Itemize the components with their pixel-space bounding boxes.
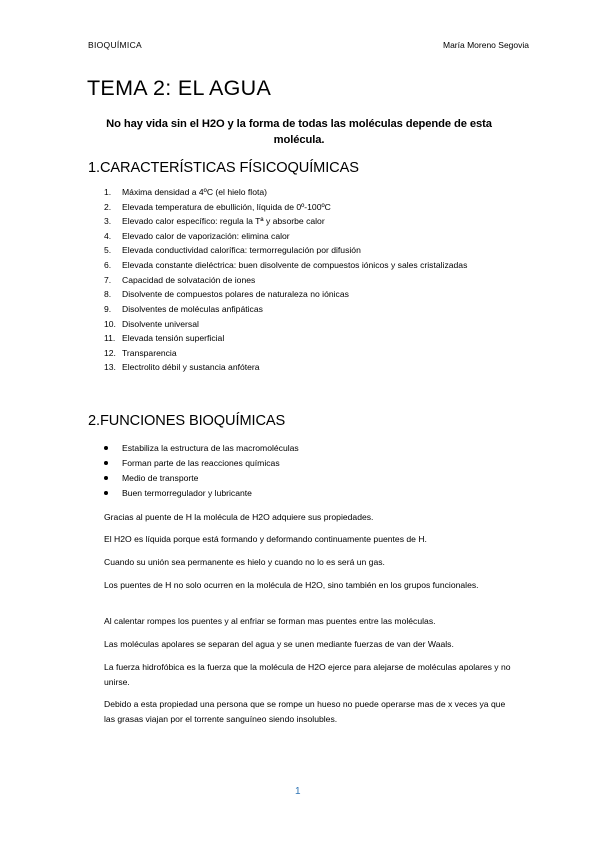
list-item [104, 258, 484, 273]
bullet-icon [104, 461, 108, 465]
list-item-text: Disolvente de compuestos polares de naturaleza no iónicas [122, 289, 349, 300]
list-item-text: Electrolito débil y sustancia anfótera [122, 362, 260, 373]
list-item-number: 11. [104, 333, 116, 344]
list-item [104, 302, 484, 317]
list-item [104, 200, 484, 215]
bullet-item [104, 471, 299, 486]
bullet-item [104, 456, 299, 471]
bullet-icon [104, 446, 108, 450]
list-item-text: Máxima densidad a 4ºC (el hielo flota) [122, 187, 268, 197]
paragraph: Cuando su unión sea permanente es hielo y cuando no lo es será un gas. [104, 557, 385, 567]
list-item [104, 185, 484, 200]
paragraph: El H2O es líquida porque está formando y deformando continuamente puentes de H. [104, 534, 427, 544]
list-item-number: 1. [104, 187, 112, 197]
header-left: BIOQUÍMICA [88, 40, 143, 50]
bullet-text: Estabiliza la estructura de las macromoléculas [122, 443, 299, 453]
header-right: María Moreno Segovia [443, 40, 529, 50]
list-item-text: Elevada tensión superficial [122, 333, 225, 344]
list-item [104, 317, 484, 332]
paragraph: Las moléculas apolares se separan del agua y se unen mediante fuerzas de van der Waals. [104, 639, 454, 649]
list-item-number: 7. [104, 274, 112, 285]
page-title: TEMA 2: EL AGUA [87, 76, 272, 100]
list-item-text: Capacidad de solvatación de iones [122, 274, 256, 285]
paragraph: Gracias al puente de H la molécula de H2O adquiere sus propiedades. [104, 512, 374, 522]
list-item [104, 331, 484, 346]
list-item-number: 8. [104, 289, 112, 300]
subtitle: No hay vida sin el H2O y la forma de todas las moléculas depende de esta molécula. [106, 118, 492, 146]
list-item [104, 273, 484, 288]
bullet-text: Medio de transporte [122, 472, 199, 483]
list-item [104, 214, 484, 229]
bullet-item [104, 441, 299, 456]
bullet-item [104, 486, 299, 501]
page-number: 1 [295, 786, 301, 797]
list-item [104, 229, 484, 244]
list-item-number: 3. [104, 216, 112, 227]
list-item [104, 243, 484, 258]
list-item-text: Elevada conductividad calorífica: termorregulación por difusión [122, 245, 361, 256]
bullet-icon [104, 476, 108, 480]
list-item-number: 9. [104, 303, 112, 314]
section-heading-characteristics: 1.CARACTERÍSTICAS FÍSICOQUÍMICAS [88, 160, 359, 176]
paragraph: Los puentes de H no solo ocurren en la molécula de H2O, sino también en los grupos funcionales. [104, 580, 479, 590]
section-heading-functions: 2.FUNCIONES BIOQUÍMICAS [88, 413, 286, 429]
list-item [104, 360, 484, 375]
bullet-icon [104, 491, 108, 495]
list-item-number: 13. [104, 362, 116, 373]
bullet-text: Buen termorregulador y lubricante [122, 487, 252, 498]
paragraph: Debido a esta propiedad una persona que se rompe un hueso no puede operarse mas de x veces ya que las grasas viajan por el torrente sanguíneo siendo insolubles. [104, 699, 506, 724]
list-item-text: Disolventes de moléculas anfipáticas [122, 303, 263, 314]
list-item-text: Disolvente universal [122, 318, 199, 329]
list-item [104, 287, 484, 302]
list-item-number: 10. [104, 318, 116, 329]
list-item-number: 6. [104, 259, 112, 270]
list-item-text: Elevado calor específico: regula la Tª y absorbe calor [122, 216, 325, 227]
characteristics-list [104, 185, 484, 375]
bullet-text: Forman parte de las reacciones químicas [122, 457, 280, 468]
list-item-text: Elevado calor de vaporización: elimina calor [122, 230, 290, 241]
paragraph: La fuerza hidrofóbica es la fuerza que la molécula de H2O ejerce para alejarse de moléculas apolares y no unirse. [104, 662, 511, 687]
list-item-text: Transparencia [122, 347, 177, 358]
list-item [104, 346, 484, 361]
list-item-number: 4. [104, 230, 112, 241]
list-item-text: Elevada constante dieléctrica: buen disolvente de compuestos iónicos y sales cristalizadas [122, 259, 468, 270]
list-item-text: Elevada temperatura de ebullición, líquida de 0º-100ºC [122, 201, 331, 212]
list-item-number: 5. [104, 245, 112, 256]
list-item-number: 12. [104, 347, 116, 358]
paragraph: Al calentar rompes los puentes y al enfriar se forman mas puentes entre las moléculas. [104, 616, 436, 626]
list-item-number: 2. [104, 201, 112, 212]
functions-list [104, 441, 299, 501]
